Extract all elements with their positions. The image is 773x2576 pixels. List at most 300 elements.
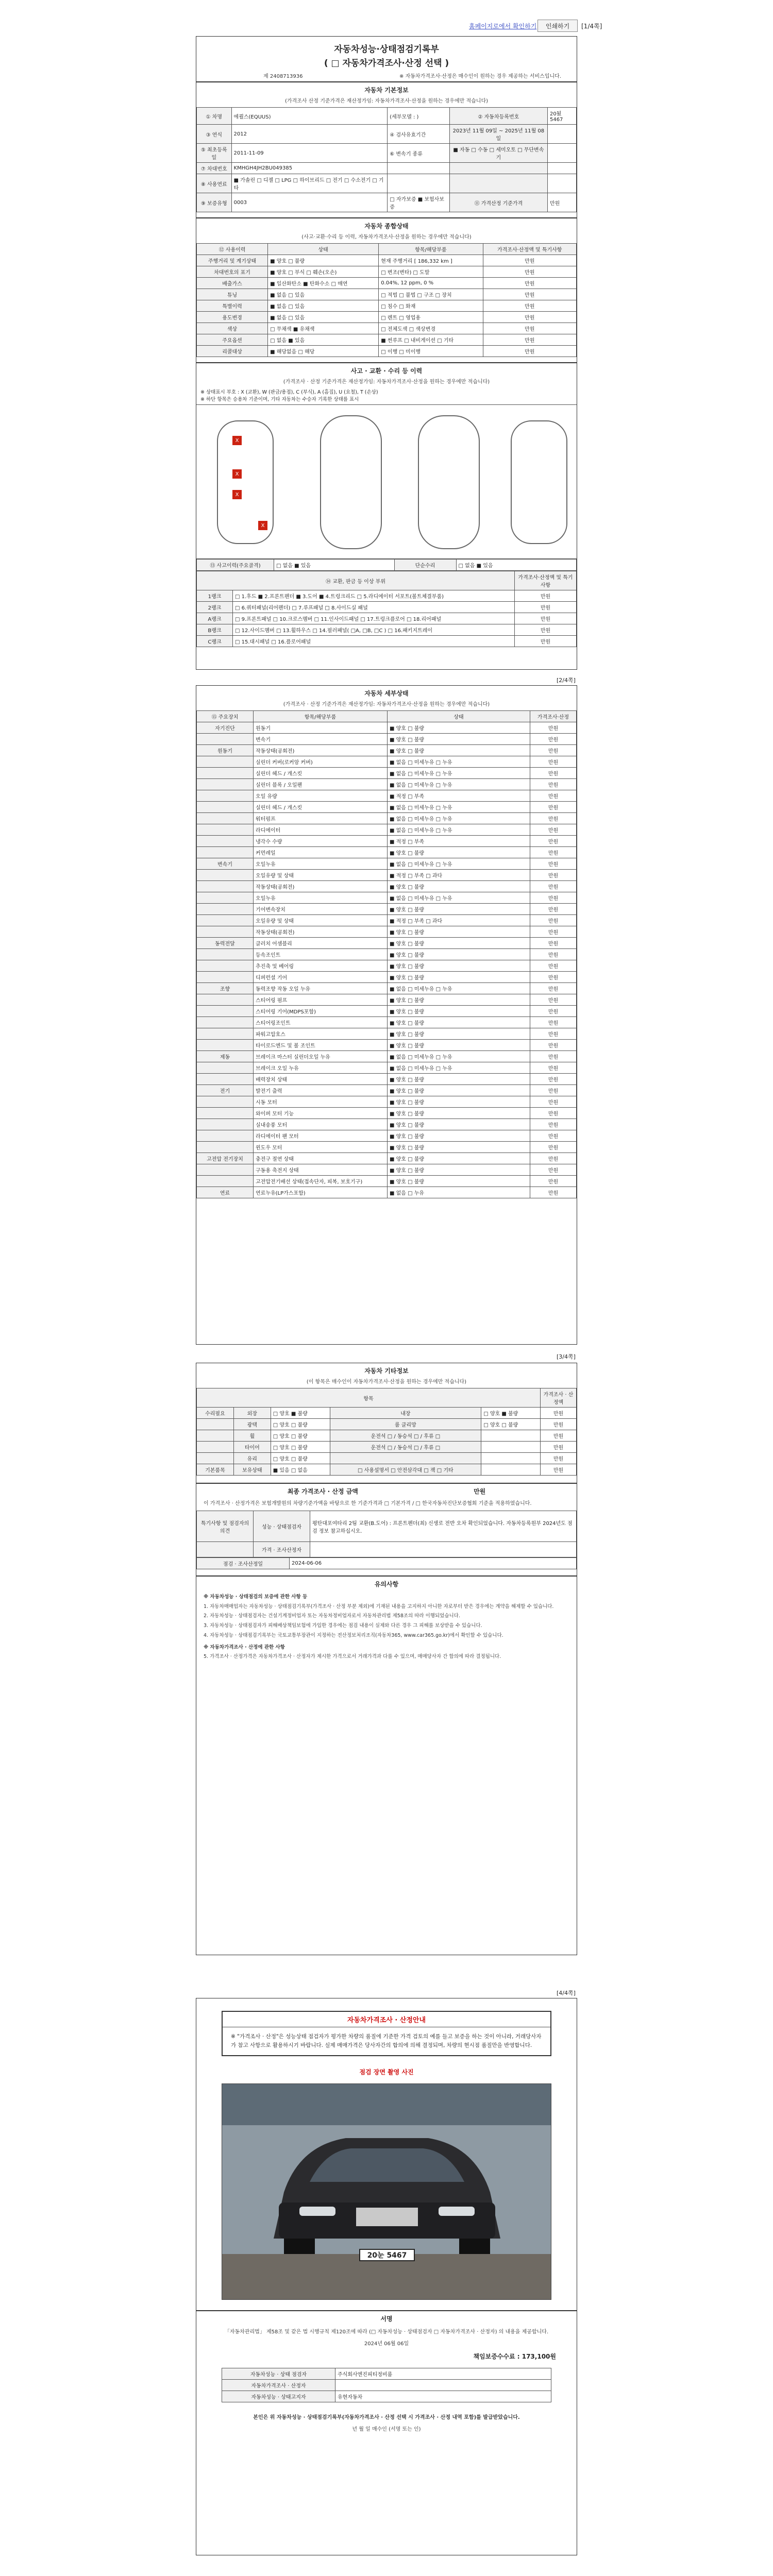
- detail-item: 스티어링 펌프: [254, 994, 388, 1006]
- detail-price: 만원: [530, 904, 577, 915]
- status-cell: ■ 일산화탄소 ■ 탄화수소 □ 매연: [268, 278, 379, 289]
- signer-role: 자동차성능 · 상태 점검자: [222, 2368, 335, 2379]
- detail-group: [197, 1006, 254, 1017]
- status-section-title: 자동차 종합상태: [196, 217, 577, 231]
- status-cell: ■ 없음 □ 있음: [268, 300, 379, 312]
- signer-table: [222, 2368, 551, 2402]
- detail-price: 만원: [530, 745, 577, 756]
- detail-status: ■ 양호 □ 불량: [388, 1085, 530, 1096]
- detail-price: 만원: [530, 1040, 577, 1051]
- detail-row: [197, 779, 577, 790]
- detail-status: ■ 양호 □ 불량: [388, 1074, 530, 1085]
- other-cell: 타이어: [233, 1442, 271, 1453]
- price-notice-box: [222, 2011, 551, 2056]
- detail-price: 만원: [530, 847, 577, 858]
- detail-row: [197, 960, 577, 972]
- detail-status: ■ 없음 □ 미세누유 □ 누유: [388, 768, 530, 779]
- rank-label: 1랭크: [197, 590, 233, 602]
- receipt-footer: 본인은 위 자동차성능 · 상태점검기록부(자동차가격조사 · 산정 선택 시 가격조사 · 산정 내역 포함)를 발급받았습니다.: [253, 2414, 520, 2420]
- other-row: [197, 1464, 577, 1476]
- basic-cell: 0003: [231, 193, 388, 212]
- detail-section-title: 자동차 세부상태: [364, 690, 409, 697]
- basic-cell: 2023년 11월 09일 ~ 2025년 11월 08일: [449, 125, 547, 144]
- accident-legend: ※ 상태표시 부호 : X (교환), W (판금/용접), C (부식), A (흠집), U (요철), T (손상): [200, 389, 378, 395]
- status-cell: 만원: [483, 255, 577, 266]
- notes-block: [196, 1589, 577, 1667]
- detail-item: 브레이크 오일 누유: [254, 1062, 388, 1074]
- detail-row: [197, 870, 577, 881]
- basic-row: [197, 108, 577, 125]
- detail-group: [197, 847, 254, 858]
- status-cell: ■ 없음 □ 있음: [268, 312, 379, 323]
- basic-cell: ■ 자동 □ 수동 □ 세미오토 □ 무단변속기: [449, 144, 547, 163]
- license-plate: 20눈 5467: [359, 2249, 415, 2261]
- inspector-row: [197, 1542, 577, 1557]
- inspector-opinion: 평탄대포여타리 2팀 교환(B.도어) : 프론트펜더(최) 신생로 전반 오차 확인되었습니다. 자동차등록원부 2024년도 점검 정보 참고하십시오.: [310, 1511, 577, 1542]
- detail-group: 변속기: [197, 858, 254, 870]
- doc-title: 자동차성능·상태점검기록부: [334, 44, 439, 55]
- detail-item: 오일누유: [254, 858, 388, 870]
- detail-price: 만원: [530, 756, 577, 768]
- detail-price: 만원: [530, 768, 577, 779]
- basic-cell: (세부모델 : ): [388, 108, 450, 125]
- detail-price: 만원: [530, 881, 577, 892]
- detail-price: 만원: [530, 1062, 577, 1074]
- detail-price: 만원: [530, 734, 577, 745]
- notes-title: 유의사항: [196, 1575, 577, 1589]
- basic-row: [197, 193, 577, 212]
- other-row: [197, 1430, 577, 1442]
- detail-row: [197, 994, 577, 1006]
- basic-cell: ⑤ 최초등록일: [197, 144, 232, 163]
- rank-header: ⑭ 교환, 판금 등 이상 부위: [197, 571, 515, 590]
- damage-mark: X: [258, 521, 267, 530]
- basic-cell: [388, 163, 450, 174]
- detail-price: 만원: [530, 1130, 577, 1142]
- status-section-note: (사고·교환·수리 등 이력, 자동차가격조사·산정을 원하는 경우에만 적습니다): [301, 234, 472, 240]
- basic-cell: [547, 144, 576, 163]
- status-cell: 만원: [483, 346, 577, 357]
- basic-cell: 20됤5467: [547, 108, 576, 125]
- detail-item: 충전구 절연 상태: [254, 1153, 388, 1164]
- basic-row: [197, 125, 577, 144]
- detail-row: [197, 1085, 577, 1096]
- detail-row: [197, 824, 577, 836]
- other-section-note: (이 항목은 매수인이 자동차가격조사·산정을 원하는 경우에만 적습니다): [306, 1379, 467, 1385]
- detail-row: [197, 1176, 577, 1187]
- detail-price: 만원: [530, 824, 577, 836]
- detail-row: [197, 1096, 577, 1108]
- other-cell: [197, 1430, 234, 1442]
- detail-status: ■ 없음 □ 미세누유 □ 누유: [388, 779, 530, 790]
- inspector-role: 가격 · 조사산정자: [254, 1542, 310, 1557]
- signer-row: [222, 2379, 551, 2391]
- detail-item: 실린더 헤드 / 개스킷: [254, 802, 388, 813]
- detail-group: [197, 904, 254, 915]
- detail-group: [197, 870, 254, 881]
- detail-row: [197, 722, 577, 734]
- accident-history-value: □ 없음 ■ 있음: [274, 560, 395, 571]
- receipt-date-line: 년 월 일 매수인 (서명 또는 인): [352, 2426, 421, 2432]
- rank-row: [197, 602, 577, 613]
- rank-row: [197, 624, 577, 636]
- car-right-outline: [511, 420, 567, 544]
- detail-status: ■ 양호 □ 불량: [388, 847, 530, 858]
- detail-group: [197, 1017, 254, 1028]
- detail-status: ■ 없음 □ 미세누유 □ 누유: [388, 802, 530, 813]
- status-cell: □ 이행 □ 미이행: [379, 346, 483, 357]
- detail-item: 동력조향 작동 오일 누유: [254, 983, 388, 994]
- inspector-role: 성능 · 상태점검자: [254, 1511, 310, 1542]
- detail-status: ■ 양호 □ 불량: [388, 938, 530, 949]
- status-cell: ■ 양호 □ 불량: [268, 255, 379, 266]
- other-section-title: 자동차 기타정보: [364, 1367, 409, 1375]
- detail-price: 만원: [530, 983, 577, 994]
- basic-cell: ⑧ 사용연료: [197, 174, 232, 193]
- detail-price: 만원: [530, 1085, 577, 1096]
- status-cell: 만원: [483, 300, 577, 312]
- damage-mark: X: [232, 490, 242, 499]
- detail-row: [197, 892, 577, 904]
- detail-price: 만원: [530, 1051, 577, 1062]
- rank-row: [197, 636, 577, 647]
- accident-section-note: (가격조사 · 산정 기준가격은 재산정가임: 자동차가격조사·산정을 원하는 경우에만 적습니다): [283, 379, 490, 385]
- detail-price: 만원: [530, 960, 577, 972]
- notes-subtitle-1: ※ 자동차성능 · 상태점검의 보증에 관한 사항 등: [204, 1594, 308, 1600]
- doc-number-row: 제 2408713936 ※ 자동차가격조사·산정은 매수인이 원하는 경우 제공하는 서비스입니다.: [196, 69, 577, 81]
- signer-role: 자동차성능 · 상태고지자: [222, 2391, 335, 2402]
- detail-row: [197, 836, 577, 847]
- detail-item: 와이퍼 모터 기능: [254, 1108, 388, 1119]
- status-header: 상태: [268, 244, 379, 255]
- detail-status: ■ 없음 □ 누유: [388, 1187, 530, 1198]
- detail-price: 만원: [530, 1142, 577, 1153]
- detail-status: ■ 양호 □ 불량: [388, 1142, 530, 1153]
- simple-repair-label: 단순수리: [394, 560, 456, 571]
- status-cell: □ 없음 ■ 있음: [268, 334, 379, 346]
- detail-status: ■ 적정 □ 부족 □ 과다: [388, 915, 530, 926]
- detail-row: [197, 813, 577, 824]
- detail-item: 윈도우 모터: [254, 1142, 388, 1153]
- status-header: ⑫ 사용이력: [197, 244, 268, 255]
- detail-status: ■ 양호 □ 불량: [388, 734, 530, 745]
- detail-group: 전기: [197, 1085, 254, 1096]
- detail-row: [197, 802, 577, 813]
- rank-items: □ 6.쿼터패널(리어펜더) □ 7.루프패널 □ 8.사이드실 패널: [233, 602, 515, 613]
- other-price: 만원: [541, 1464, 577, 1476]
- detail-price: 만원: [530, 1164, 577, 1176]
- detail-row: [197, 858, 577, 870]
- rank-price: 만원: [515, 613, 577, 624]
- detail-status: ■ 없음 □ 미세누유 □ 누유: [388, 813, 530, 824]
- status-header: 항목/해당부품: [379, 244, 483, 255]
- detail-item: 원동기: [254, 722, 388, 734]
- final-price-title: 최종 가격조사 · 산정 금액 만원: [196, 1483, 577, 1497]
- other-cell: 운전석 □ / 동승석 □ / 후류 □: [330, 1430, 481, 1442]
- detail-status: ■ 양호 □ 불량: [388, 972, 530, 983]
- other-price: 만원: [541, 1442, 577, 1453]
- detail-group: [197, 960, 254, 972]
- signer-name: [335, 2379, 551, 2391]
- status-row: [197, 346, 577, 357]
- other-cell: [330, 1453, 481, 1464]
- detail-price: 만원: [530, 926, 577, 938]
- other-row: [197, 1453, 577, 1464]
- homepage-link[interactable]: 홈페이지로에서 확인하기: [469, 23, 537, 30]
- detail-group: [197, 756, 254, 768]
- detail-group: [197, 972, 254, 983]
- detail-price: 만원: [530, 892, 577, 904]
- detail-row: [197, 1074, 577, 1085]
- detail-price: 만원: [530, 858, 577, 870]
- other-cell: [197, 1419, 234, 1430]
- detail-item: 기어변속장치: [254, 904, 388, 915]
- other-cell: [481, 1464, 541, 1476]
- detail-item: 라디에이터 팬 모터: [254, 1130, 388, 1142]
- basic-cell: [388, 174, 450, 193]
- detail-item: 오일누유: [254, 892, 388, 904]
- detail-price: 만원: [530, 1006, 577, 1017]
- detail-group: [197, 802, 254, 813]
- rank-items: □ 1.후드 ■ 2.프론트펜더 ■ 3.도어 ■ 4.트렁크리드 □ 5.라디에이터 서포트(볼트체결부품): [233, 590, 515, 602]
- basic-cell: [547, 125, 576, 144]
- basic-section-note: (가격조사 산정 기준가격은 재산정가임: 자동차가격조사·산정을 원하는 경우에만 적습니다): [284, 98, 489, 104]
- other-cell: 룸 클리망: [330, 1419, 481, 1430]
- car-photo-drawing: [222, 2084, 551, 2300]
- detail-price: 만원: [530, 972, 577, 983]
- detail-status: ■ 적정 □ 부족 □ 과다: [388, 870, 530, 881]
- other-cell: □ 사용설명서 □ 안전삼각대 □ 잭 □ 기타: [330, 1464, 481, 1476]
- detail-price: 만원: [530, 1028, 577, 1040]
- rank-label: A랭크: [197, 613, 233, 624]
- basic-cell: □ 자가보증 ■ 보험사보증: [388, 193, 450, 212]
- other-price: 만원: [541, 1408, 577, 1419]
- status-cell: □ 침수 □ 화재: [379, 300, 483, 312]
- other-cell: [197, 1442, 234, 1453]
- detail-price: 만원: [530, 1108, 577, 1119]
- detail-row: [197, 972, 577, 983]
- basic-info-table: [196, 107, 577, 212]
- detail-row: [197, 1142, 577, 1153]
- basic-cell: ⑨ 보증유형: [197, 193, 232, 212]
- other-cell: 기본품목: [197, 1464, 234, 1476]
- status-header: 가격조사·산정액 및 특기사항: [483, 244, 577, 255]
- detail-row: [197, 790, 577, 802]
- detail-price: 만원: [530, 1017, 577, 1028]
- top-toolbar: [0, 15, 773, 36]
- rank-row: [197, 590, 577, 602]
- detail-item: 라디에이터: [254, 824, 388, 836]
- detail-price: 만원: [530, 938, 577, 949]
- price-notice-title: 자동차가격조사 · 산정안내: [223, 2012, 550, 2027]
- inspection-date-value: 2024-06-06: [290, 1558, 577, 1569]
- status-cell: 주요옵션: [197, 334, 268, 346]
- inspector-opinion: [310, 1542, 577, 1557]
- detail-status: ■ 양호 □ 불량: [388, 1017, 530, 1028]
- detail-group: 동력전달: [197, 938, 254, 949]
- detail-item: 배력장치 상태: [254, 1074, 388, 1085]
- detail-header: 항목/해당부품: [254, 711, 388, 722]
- inspector-table: [196, 1511, 577, 1557]
- detail-group: [197, 881, 254, 892]
- inspector-label: 특기사항 및 점검자의 의견: [197, 1511, 254, 1542]
- detail-price: 만원: [530, 1153, 577, 1164]
- detail-item: 디퍼런셜 기어: [254, 972, 388, 983]
- rank-price: 만원: [515, 624, 577, 636]
- other-info-table: [196, 1388, 577, 1476]
- detail-item: 연료누유(LP가스포함): [254, 1187, 388, 1198]
- detail-group: [197, 1074, 254, 1085]
- detail-group: 연료: [197, 1187, 254, 1198]
- final-price-note: 이 가격조사 · 산정가격은 보험개발원의 차량기준가액을 바탕으로 한 기준가격과 □ 기본가격 / □ 한국자동차진단보증협회 기준을 적용하였습니다.: [204, 1501, 532, 1506]
- status-cell: 만원: [483, 323, 577, 334]
- detail-item: 스티어링 기어(MDPS포함): [254, 1006, 388, 1017]
- accident-section-title: 사고 · 교환 · 수리 등 이력: [196, 362, 577, 376]
- detail-row: [197, 847, 577, 858]
- detail-group: [197, 813, 254, 824]
- detail-status: ■ 양호 □ 불량: [388, 1108, 530, 1119]
- sign-text: 「자동차관리법」 제58조 및 같은 법 시행규칙 제120조에 따라 (□ 자동차성능 · 상태점검자 □ 자동차가격조사 · 산정자) 의 내용을 제공합니다.: [224, 2329, 549, 2335]
- detail-item: 냉각수 수량: [254, 836, 388, 847]
- signer-row: [222, 2391, 551, 2402]
- status-cell: ■ 양호 □ 부식 □ 훼손(오손): [268, 266, 379, 278]
- rank-items: □ 15.대시패널 □ 16.플로어패널: [233, 636, 515, 647]
- status-row: [197, 300, 577, 312]
- status-table: [196, 243, 577, 357]
- detail-item: 타이로드엔드 및 볼 조인트: [254, 1040, 388, 1051]
- rank-label: 2랭크: [197, 602, 233, 613]
- other-cell: □ 양호 □ 불량: [271, 1453, 330, 1464]
- rank-row: [197, 613, 577, 624]
- detail-item: 고전압전기배선 상태(접속단자, 피복, 보호기구): [254, 1176, 388, 1187]
- car-damage-diagram: [196, 404, 577, 559]
- rank-label: C랭크: [197, 636, 233, 647]
- detail-row: [197, 983, 577, 994]
- other-cell: [481, 1430, 541, 1442]
- detail-row: [197, 1040, 577, 1051]
- detail-status: ■ 양호 □ 불량: [388, 926, 530, 938]
- price-notice-text: ※ "가격조사 · 산정"은 성능상태 점검자가 평가한 차량의 품질에 기준한 가격 검토의 예를 들고 보증을 하는 것이 아니라, 거래당사자가 참고 사항으로 활용하시기 바랍니다. 실제 매매가격은 당사자간의 합의에 의해 결정되며, 차량의 현시점 품질만을 반영합니다.: [231, 2033, 542, 2048]
- detail-price: 만원: [530, 836, 577, 847]
- accident-history-table: [196, 559, 577, 571]
- note-item: 3. 자동차성능 · 상태점검자가 피해배상책임보험에 가입한 경우에는 점검 내용이 실제와 다른 경우 그 피해를 보상받을 수 있습니다.: [204, 1623, 482, 1629]
- detail-row: [197, 1062, 577, 1074]
- detail-item: 실내송풍 모터: [254, 1119, 388, 1130]
- basic-row: [197, 144, 577, 163]
- detail-group: [197, 1130, 254, 1142]
- detail-item: 스티어링조인트: [254, 1017, 388, 1028]
- basic-cell: 2011-11-09: [231, 144, 388, 163]
- status-cell: 차대번호의 표기: [197, 266, 268, 278]
- status-cell: □ 렌트 □ 영업용: [379, 312, 483, 323]
- accident-legend-2: ※ 하단 항목은 승용차 기준이며, 기타 자동차는 수승자 기록한 상태를 표시: [200, 397, 359, 402]
- basic-cell: [547, 163, 576, 174]
- car-top-outline: [320, 415, 382, 549]
- other-cell: □ 양호 ■ 불량: [271, 1408, 330, 1419]
- note-item: 1. 자동차매매업자는 자동차성능 · 상태점검기록부(가격조사 · 산정 부분 제외)에 기재된 내용을 고지하지 아니한 자로부터 받은 경우에는 계약을 해제할 수 있습니다.: [204, 1603, 554, 1609]
- other-row: [197, 1408, 577, 1419]
- detail-row: [197, 1108, 577, 1119]
- detail-price: 만원: [530, 870, 577, 881]
- detail-item: 작동상태(공회전): [254, 881, 388, 892]
- detail-price: 만원: [530, 1119, 577, 1130]
- rank-price: 만원: [515, 602, 577, 613]
- detail-group: 원동기: [197, 745, 254, 756]
- detail-row: [197, 1028, 577, 1040]
- photo-title: 점검 장면 촬영 사진: [359, 2068, 414, 2076]
- detail-price: 만원: [530, 994, 577, 1006]
- detail-group: 조향: [197, 983, 254, 994]
- status-cell: ■ 없음 □ 있음: [268, 289, 379, 300]
- detail-group: 자기진단: [197, 722, 254, 734]
- detail-price: 만원: [530, 1176, 577, 1187]
- detail-item: 오일 유량: [254, 790, 388, 802]
- detail-status: ■ 양호 □ 불량: [388, 722, 530, 734]
- detail-row: [197, 1119, 577, 1130]
- detail-group: 고전압 전기장치: [197, 1153, 254, 1164]
- detail-group: [197, 926, 254, 938]
- other-header: 항목: [197, 1388, 541, 1408]
- detail-status: ■ 없음 □ 미세누유 □ 누유: [388, 1062, 530, 1074]
- other-cell: ■ 있음 □ 없음: [271, 1464, 330, 1476]
- detail-item: 시동 모터: [254, 1096, 388, 1108]
- detail-status: ■ 양호 □ 불량: [388, 1176, 530, 1187]
- detail-status: ■ 양호 □ 불량: [388, 1040, 530, 1051]
- basic-cell: KMHGH4JH2BU049385: [231, 163, 388, 174]
- guarantee-fee: 책임보증수수료 : 173,100원: [473, 2352, 556, 2360]
- other-row: [197, 1419, 577, 1430]
- detail-row: [197, 734, 577, 745]
- detail-row: [197, 1006, 577, 1017]
- detail-status: ■ 양호 □ 불량: [388, 904, 530, 915]
- detail-item: 구동용 축전지 상태: [254, 1164, 388, 1176]
- detail-price: 만원: [530, 1096, 577, 1108]
- detail-group: [197, 1062, 254, 1074]
- detail-group: [197, 1040, 254, 1051]
- status-cell: 배출가스: [197, 278, 268, 289]
- detail-group: [197, 734, 254, 745]
- basic-section-title: 자동차 기본정보: [196, 81, 577, 95]
- other-cell: [481, 1442, 541, 1453]
- status-cell: ■ 썬루프 □ 내비게이션 □ 기타: [379, 334, 483, 346]
- basic-cell: ④ 검사유효기간: [388, 125, 450, 144]
- detail-row: [197, 1017, 577, 1028]
- detail-item: 실린더 헤드 / 개스킷: [254, 768, 388, 779]
- detail-group: [197, 1164, 254, 1176]
- detail-status: ■ 양호 □ 불량: [388, 1096, 530, 1108]
- detail-price: 만원: [530, 790, 577, 802]
- damage-mark: X: [232, 436, 242, 445]
- detail-status: ■ 없음 □ 미세누유 □ 누유: [388, 983, 530, 994]
- doc-number: 2408713936: [270, 74, 303, 79]
- status-cell: 특별이력: [197, 300, 268, 312]
- detail-status: ■ 없음 □ 미세누유 □ 누유: [388, 824, 530, 836]
- detail-status: ■ 양호 □ 불량: [388, 994, 530, 1006]
- status-cell: 만원: [483, 289, 577, 300]
- print-button[interactable]: 인쇄하기: [537, 20, 578, 32]
- rank-price: 만원: [515, 590, 577, 602]
- detail-status: ■ 양호 □ 불량: [388, 960, 530, 972]
- detail-row: [197, 745, 577, 756]
- detail-group: [197, 949, 254, 960]
- detail-row: [197, 756, 577, 768]
- other-cell: [481, 1453, 541, 1464]
- page-2: [196, 685, 577, 1345]
- car-bottom-outline: [418, 415, 480, 549]
- detail-row: [197, 1130, 577, 1142]
- detail-status: ■ 양호 □ 불량: [388, 1119, 530, 1130]
- detail-group: [197, 1108, 254, 1119]
